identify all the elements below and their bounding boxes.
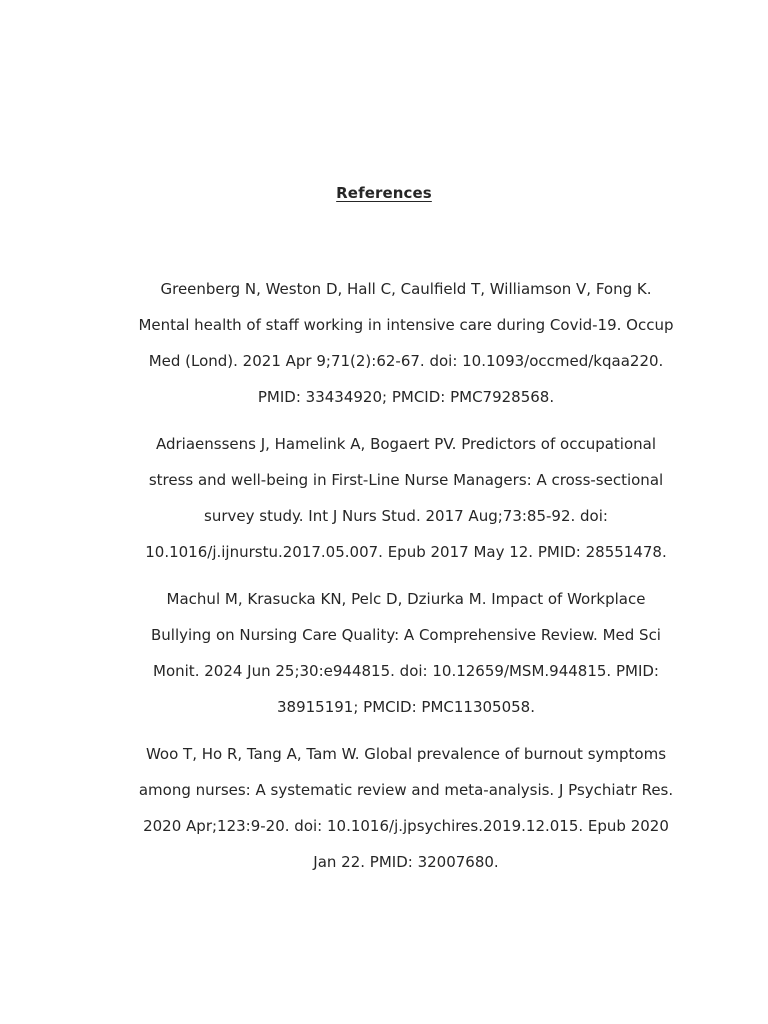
reference-line: PMID: 33434920; PMCID: PMC7928568. <box>257 388 555 406</box>
reference-line: Machul M, Krasucka KN, Pelc D, Dziurka M. Impact of Workplace <box>166 590 646 608</box>
reference-item <box>130 581 682 725</box>
reference-line: 38915191; PMCID: PMC11305058. <box>276 698 535 716</box>
reference-line: stress and well-being in First-Line Nurse Managers: A cross-sectional <box>148 471 664 489</box>
reference-line: Jan 22. PMID: 32007680. <box>313 853 499 871</box>
reference-line: Mental health of staff working in intensive care during Covid-19. Occup <box>138 316 674 334</box>
references-heading: References <box>336 184 432 202</box>
reference-line: 2020 Apr;123:9-20. doi: 10.1016/j.jpsychires.2019.12.015. Epub 2020 <box>143 817 669 835</box>
reference-item <box>130 271 682 415</box>
reference-line: 10.1016/j.ijnurstu.2017.05.007. Epub 2017 May 12. PMID: 28551478. <box>145 543 667 561</box>
reference-line: survey study. Int J Nurs Stud. 2017 Aug;73:85-92. doi: <box>204 507 608 525</box>
reference-line: Monit. 2024 Jun 25;30:e944815. doi: 10.12659/MSM.944815. PMID: <box>153 662 659 680</box>
reference-item <box>130 426 682 570</box>
reference-line: Bullying on Nursing Care Quality: A Comprehensive Review. Med Sci <box>151 626 661 644</box>
reference-line: Woo T, Ho R, Tang A, Tam W. Global prevalence of burnout symptoms <box>145 745 667 763</box>
reference-list <box>130 271 682 891</box>
reference-line: among nurses: A systematic review and meta-analysis. J Psychiatr Res. <box>138 781 674 799</box>
reference-line: Greenberg N, Weston D, Hall C, Caulfield T, Williamson V, Fong K. <box>160 280 652 298</box>
reference-line: Adriaenssens J, Hamelink A, Bogaert PV. Predictors of occupational <box>155 435 657 453</box>
reference-line: Med (Lond). 2021 Apr 9;71(2):62-67. doi: 10.1093/occmed/kqaa220. <box>148 352 664 370</box>
reference-item <box>130 736 682 880</box>
